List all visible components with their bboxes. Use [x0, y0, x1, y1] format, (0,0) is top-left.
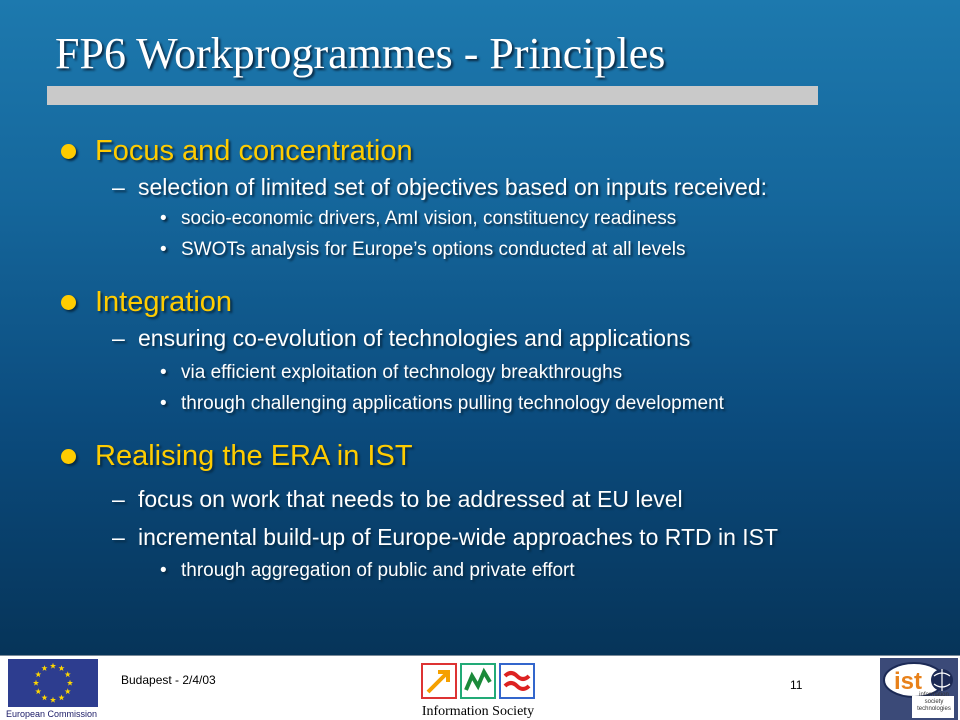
round-bullet-icon — [61, 449, 76, 464]
footer-date: Budapest - 2/4/03 — [121, 673, 216, 687]
page-number: 11 — [790, 678, 803, 692]
list-item-text: ensuring co-evolution of technologies and applications — [138, 325, 691, 351]
dash-marker: – — [112, 486, 125, 512]
sub-list-item — [160, 239, 685, 261]
section-heading-label: Integration — [95, 286, 233, 318]
title-underline-bar — [47, 86, 818, 105]
information-society-icons — [408, 658, 548, 704]
ist-logo-text: ist — [894, 668, 923, 695]
slide-footer — [0, 655, 960, 720]
section-heading — [95, 135, 413, 168]
sub-list-item-text: through aggregation of public and private effort — [181, 560, 575, 581]
ist-logo-subtext: information society technologies — [917, 692, 951, 712]
dot-marker: • — [160, 208, 167, 229]
slide-title: FP6 Workprogrammes - Principles — [55, 29, 666, 78]
list-item-text: focus on work that needs to be addressed at EU level — [138, 486, 683, 512]
list-item — [112, 325, 690, 352]
dot-marker: • — [160, 560, 167, 581]
dash-marker: – — [112, 174, 125, 200]
list-item — [112, 524, 778, 551]
dash-marker: – — [112, 325, 125, 351]
sub-list-item — [160, 208, 676, 230]
sub-list-item — [160, 393, 724, 415]
list-item — [112, 486, 683, 513]
section-heading — [95, 440, 413, 473]
section-heading-label: Realising the ERA in IST — [95, 440, 413, 472]
sub-list-item — [160, 362, 622, 384]
dot-marker: • — [160, 239, 167, 260]
dash-marker: – — [112, 524, 125, 550]
list-item-text: selection of limited set of objectives based on inputs received: — [138, 174, 768, 200]
dot-marker: • — [160, 362, 167, 383]
dot-marker: • — [160, 393, 167, 414]
sub-list-item — [160, 560, 575, 582]
information-society-logo — [408, 658, 548, 720]
sub-list-item-text: through challenging applications pulling technology development — [181, 393, 724, 414]
eu-flag-icon — [8, 659, 98, 707]
list-item — [112, 174, 767, 201]
sub-list-item-text: SWOTs analysis for Europe’s options conducted at all levels — [181, 239, 686, 260]
european-commission-logo — [0, 659, 103, 720]
section-heading-label: Focus and concentration — [95, 135, 413, 167]
round-bullet-icon — [61, 295, 76, 310]
round-bullet-icon — [61, 144, 76, 159]
sub-list-item-text: via efficient exploitation of technology breakthroughs — [181, 362, 623, 383]
section-heading — [95, 286, 232, 319]
sub-list-item-text: socio-economic drivers, AmI vision, constituency readiness — [181, 208, 677, 229]
ist-logo — [880, 658, 958, 720]
information-society-label: Information Society — [421, 704, 535, 719]
list-item-text: incremental build-up of Europe-wide approaches to RTD in IST — [138, 524, 779, 550]
european-commission-label: European Commission — [5, 709, 98, 719]
